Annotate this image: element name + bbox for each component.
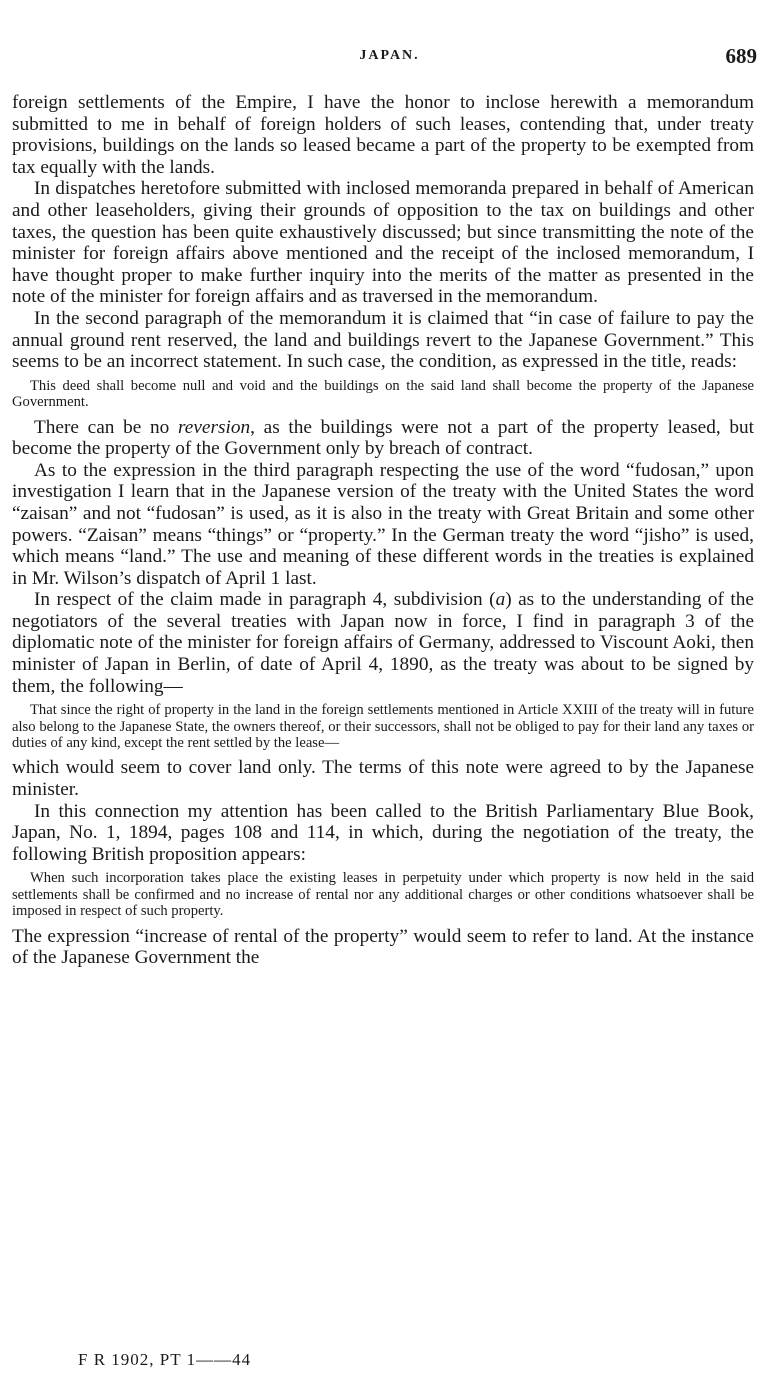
quote-deed-condition: This deed shall become null and void and the buildings on the said land shall become the property of the Japanese Government. [12,377,754,411]
paragraph-subdivision-before: In respect of the claim made in paragraph 4, subdivision ( [34,589,496,611]
page-header [0,44,779,70]
paragraph-dispatches: In dispatches heretofore submitted with inclosed memoranda prepared in behalf of American and other leaseholders, giving their grounds of opposition to the tax on buildings and other taxes, the question has been quite exhaustively discussed; but since transmitting the note of the minister for foreign affairs above mentioned and the receipt of the inclosed memorandum, I have thought proper to make further inquiry into the merits of the matter as presented in the note of the minister for foreign affairs and as traversed in the memorandum. [12,178,754,308]
paragraph-increase-of-rental: The expression “increase of rental of the property” would seem to refer to land. At the instance of the Japanese Government the [12,925,754,969]
paragraph-reversion [12,417,754,460]
paragraph-subdivision-after: ) as to the understanding of the negotiators of the several treaties with Japan now in force, I find in paragraph 3 of the diplomatic note of the minister for foreign affairs of Germany, addressed to Viscount Aoki, then minister of Japan in Berlin, of date of April 4, 1890, as the treaty was about to be signed by them, the following— [12,589,754,697]
paragraph-subdivision-a [12,589,754,697]
paragraph-continued: foreign settlements of the Empire, I have the honor to inclose herewith a memorandum submitted to me in behalf of foreign holders of such leases, contending that, under treaty provisions, buildings on the lands so leased became a part of the property to be exempted from tax equally with the lands. [12,92,754,178]
paragraph-blue-book: In this connection my attention has been called to the British Parliamentary Blue Book, Japan, No. 1, 1894, pages 108 and 114, in which, during the negotiation of the treaty, the following British proposition appears: [12,800,754,865]
running-head: JAPAN. [359,48,420,63]
quote-british-proposition: When such incorporation takes place the existing leases in perpetuity under which property is now held in the said settlements shall be confirmed and no increase of rental nor any additional charges or other conditions whatsoever shall be imposed in respect of such property. [12,870,754,920]
footer-signature: F R 1902, PT 1——44 [78,1350,252,1369]
emphasis-a: a [495,589,506,611]
paragraph-reversion-before: There can be no [34,416,179,438]
quote-german-note: That since the right of property in the land in the foreign settlements mentioned in Article XXIII of the treaty will in future also belong to the Japanese State, the owners thereof, or their successors, shall not be obliged to pay for their land any taxes or duties of any kind, except the rent settled by the lease— [12,702,754,752]
paragraph-second-paragraph-claim: In the second paragraph of the memorandum it is claimed that “in case of failure to pay the annual ground rent reserved, the land and buildings revert to the Japanese Government.” This seems to be an incorrect statement. In such case, the condition, as expressed in the title, reads: [12,307,754,373]
paragraph-cover-land: which would seem to cover land only. The terms of this note were agreed to by the Japanese minister. [12,757,754,801]
paragraph-reversion-after: , as the buildings were not a part of the property leased, but become the property of the Government only by breach of contract. [12,416,754,460]
paragraph-fudosan: As to the expression in the third paragraph respecting the use of the word “fudosan,” upon investigation I learn that in the Japanese version of the treaty with the United States the word “zaisan” and not “fudosan” is used, as it is also in the treaty with Great Britain and some other powers. “Zaisan” means “things” or “property.” In the German treaty the word “jisho” is used, which means “land.” The use and meaning of these different words in the treaties is explained in Mr. Wilson’s dispatch of April 1 last. [12,459,754,589]
emphasis-reversion: reversion [178,416,251,438]
page-body [12,92,754,969]
page-number: 689 [725,44,757,68]
